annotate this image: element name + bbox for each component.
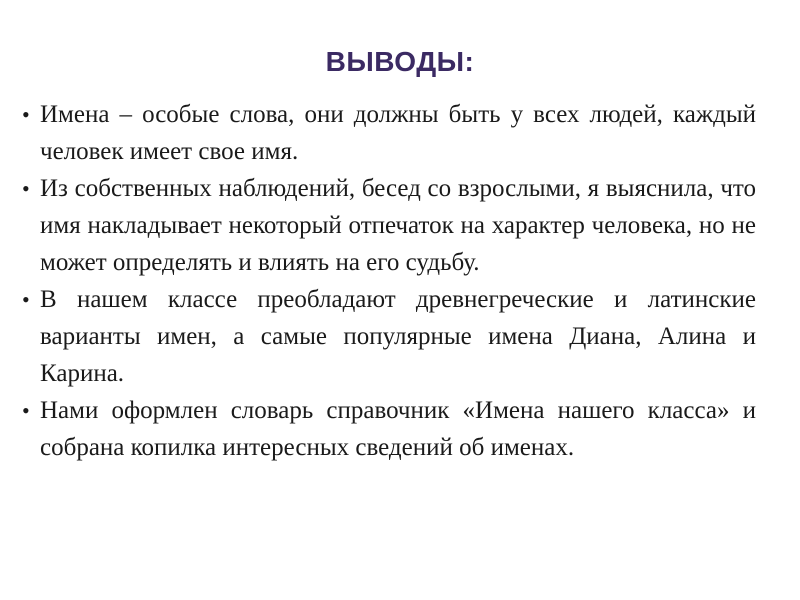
list-item: [20, 392, 756, 466]
bullet-icon: •: [22, 398, 30, 423]
bullet-icon: •: [22, 287, 30, 312]
list-item-text: Нами оформлен словарь справочник «Имена нашего класса» и собрана копилка интересных сведений об именах.: [40, 397, 756, 461]
conclusions-list: [20, 96, 756, 466]
list-item-text: Из собственных наблюдений, бесед со взрослыми, я выяснила, что имя накладывает некоторый отпечаток на характер человека, но не может определять и влиять на его судьбу.: [40, 175, 756, 276]
list-item-text: Имена – особые слова, они должны быть у всех людей, каждый человек имеет свое имя.: [40, 101, 756, 165]
list-item-text: В нашем классе преобладают древнегреческие и латинские варианты имен, а самые популярные имена Диана, Алина и Карина.: [40, 286, 756, 387]
bullet-icon: •: [22, 102, 30, 127]
list-item: [20, 281, 756, 392]
list-item: [20, 96, 756, 170]
list-item: [20, 170, 756, 281]
slide-title: ВЫВОДЫ:: [325, 46, 475, 77]
bullet-icon: •: [22, 176, 30, 201]
